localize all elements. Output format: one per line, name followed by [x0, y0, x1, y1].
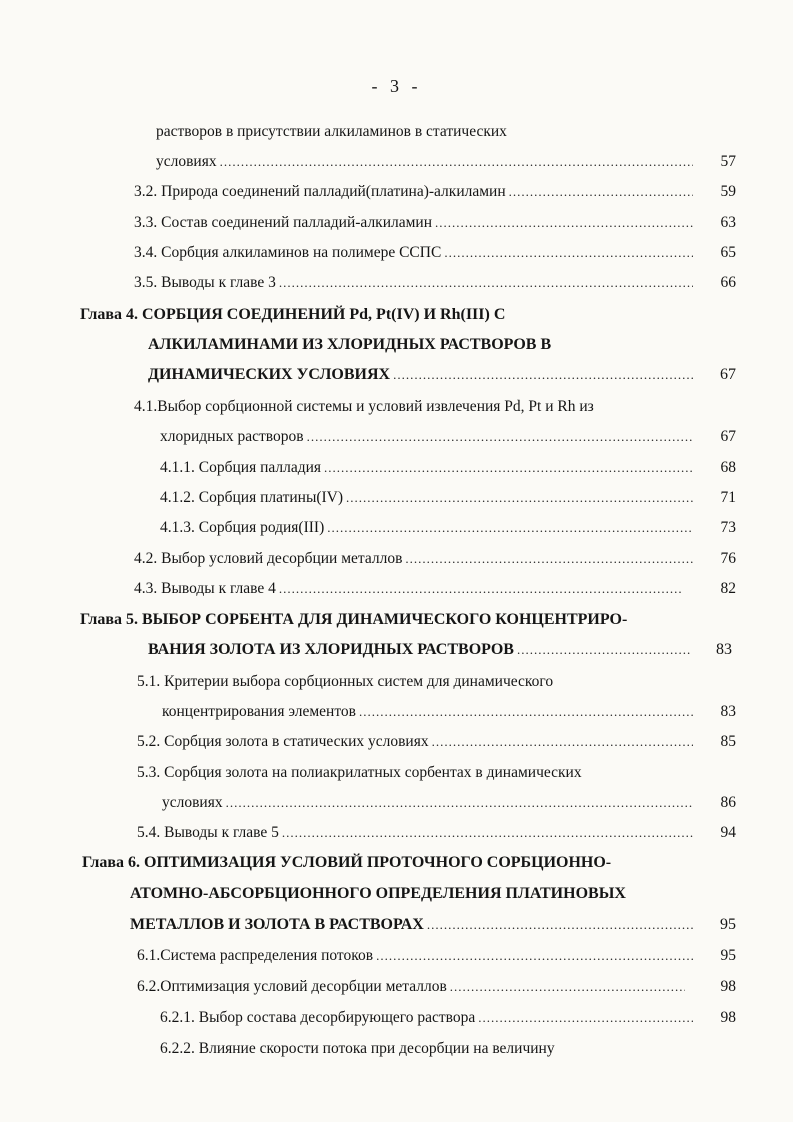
toc-line-text: 6.2.Оптимизация условий десорбции металлов: [137, 978, 447, 995]
toc-line: [160, 1008, 736, 1028]
toc-page-number: 67: [720, 428, 736, 445]
toc-line-text: 5.3. Сорбция золота на полиакрилатных сорбентах в динамических: [137, 764, 582, 781]
toc-page-number: 76: [720, 550, 736, 567]
toc-line-text: хлоридных растворов: [160, 428, 304, 445]
toc-line-text: 5.4. Выводы к главе 5: [137, 824, 279, 841]
toc-page-number: 95: [720, 947, 736, 964]
toc-line: [134, 579, 736, 599]
toc-page-number: 71: [720, 489, 736, 506]
leader-dots: [327, 518, 693, 538]
leader-dots: [432, 732, 693, 752]
chapter-heading: [80, 305, 505, 325]
toc-line: [160, 518, 736, 538]
leader-dots: [509, 182, 693, 202]
chapter-title: АТОМНО-АБСОРБЦИОННОГО ОПРЕДЕЛЕНИЯ ПЛАТИНОВЫХ: [130, 885, 626, 902]
toc-line: [162, 793, 736, 813]
leader-dots: [220, 152, 693, 172]
leader-dots: [450, 977, 685, 997]
leader-dots: [279, 579, 683, 599]
toc-page-number: 73: [720, 519, 736, 536]
toc-line-text: растворов в присутствии алкиламинов в статических: [156, 123, 507, 140]
toc-page-number: 63: [720, 214, 736, 231]
toc-line: [162, 702, 736, 722]
leader-dots: [359, 702, 693, 722]
chapter-title: МЕТАЛЛОВ И ЗОЛОТА В РАСТВОРАХ: [130, 916, 424, 933]
toc-page-number: 68: [720, 459, 736, 476]
toc-line: [134, 549, 736, 569]
leader-dots: [226, 793, 693, 813]
toc-line: [137, 732, 736, 752]
chapter-title: ВАНИЯ ЗОЛОТА ИЗ ХЛОРИДНЫХ РАСТВОРОВ: [148, 641, 514, 658]
toc-line: [156, 122, 507, 142]
toc-line: [160, 458, 736, 478]
chapter-title: АЛКИЛАМИНАМИ ИЗ ХЛОРИДНЫХ РАСТВОРОВ В: [148, 336, 552, 353]
toc-line: [134, 213, 736, 233]
chapter-heading: [148, 640, 732, 660]
toc-page-number: 85: [720, 733, 736, 750]
toc-line-text: 4.1.Выбор сорбционной системы и условий извлечения Pd, Pt и Rh из: [134, 398, 594, 415]
toc-line-text: 4.1.3. Сорбция родия(III): [160, 519, 325, 536]
toc-line: [160, 427, 736, 447]
toc-page-number: 67: [720, 366, 736, 383]
chapter-heading: [80, 610, 627, 630]
toc-line-text: 3.3. Состав соединений палладий-алкиламин: [134, 214, 433, 231]
leader-dots: [279, 273, 693, 293]
toc-line: [160, 488, 736, 508]
leader-dots: [282, 823, 693, 843]
toc-line: [137, 823, 736, 843]
chapter-heading: [130, 884, 626, 904]
toc-line-text: 3.4. Сорбция алкиламинов на полимере ССПС: [134, 244, 442, 261]
leader-dots: [346, 488, 693, 508]
toc-page-number: 66: [720, 274, 736, 291]
toc-line: [160, 1039, 555, 1059]
chapter-prefix: Глава 5.: [80, 611, 142, 628]
leader-dots: [427, 915, 693, 935]
page-number: - 3 -: [371, 76, 422, 96]
toc-line-text: условиях: [162, 794, 223, 811]
chapter-heading: [148, 365, 736, 385]
toc-line-text: 5.1. Критерии выбора сорбционных систем для динамического: [137, 673, 554, 690]
leader-dots: [393, 365, 693, 385]
toc-line: [137, 763, 582, 783]
toc-line-text: условиях: [156, 153, 217, 170]
toc-page-number: 57: [720, 153, 736, 170]
leader-dots: [478, 1008, 693, 1028]
toc-page-number: 95: [720, 916, 736, 933]
chapter-heading: [148, 335, 551, 355]
leader-dots: [435, 213, 693, 233]
chapter-heading: [82, 853, 611, 873]
toc-line: [134, 397, 594, 417]
toc-line: [134, 273, 736, 293]
toc-line-text: концентрирования элементов: [162, 703, 356, 720]
toc-line-text: 4.3. Выводы к главе 4: [134, 580, 276, 597]
toc-page-number: 82: [720, 580, 736, 597]
toc-line-text: 4.1.1. Сорбция палладия: [160, 459, 322, 476]
leader-dots: [405, 549, 693, 569]
toc-line-text: 4.1.2. Сорбция платины(IV): [160, 489, 344, 506]
chapter-prefix: Глава 6.: [82, 854, 144, 871]
toc-line-text: 3.5. Выводы к главе 3: [134, 274, 276, 291]
chapter-title: ОПТИМИЗАЦИЯ УСЛОВИЙ ПРОТОЧНОГО СОРБЦИОННО-: [144, 854, 612, 871]
toc-line: [134, 243, 736, 263]
chapter-prefix: Глава 4.: [80, 306, 142, 323]
toc-line-text: 3.2. Природа соединений палладий(платина)-алкиламин: [134, 183, 506, 200]
leader-dots: [307, 427, 693, 447]
toc-page-number: 83: [716, 641, 732, 658]
toc-page-number: 65: [720, 244, 736, 261]
toc-line: [134, 182, 736, 202]
leader-dots: [376, 946, 693, 966]
toc-page-number: 83: [720, 703, 736, 720]
toc-page-number: 98: [720, 1009, 736, 1026]
toc-page-number: 94: [720, 824, 736, 841]
toc-line-text: 5.2. Сорбция золота в статических условиях: [137, 733, 429, 750]
chapter-title: ВЫБОР СОРБЕНТА ДЛЯ ДИНАМИЧЕСКОГО КОНЦЕНТРИРО-: [142, 611, 628, 628]
chapter-title: ДИНАМИЧЕСКИХ УСЛОВИЯХ: [148, 366, 391, 383]
toc-line: [137, 946, 736, 966]
chapter-title: СОРБЦИЯ СОЕДИНЕНИЙ Pd, Pt(IV) И Rh(III) C: [142, 306, 506, 323]
leader-dots: [324, 458, 693, 478]
toc-line-text: 6.2.2. Влияние скорости потока при десорбции на величину: [160, 1040, 555, 1057]
leader-dots: [517, 640, 691, 660]
toc-line: [137, 977, 736, 997]
leader-dots: [444, 243, 693, 263]
chapter-heading: [130, 915, 736, 935]
toc-page-number: 59: [720, 183, 736, 200]
toc-line: [137, 672, 553, 692]
toc-line-text: 6.2.1. Выбор состава десорбирующего раствора: [160, 1009, 476, 1026]
toc-page-number: 86: [720, 794, 736, 811]
toc-line: [156, 152, 736, 172]
toc-line-text: 4.2. Выбор условий десорбции металлов: [134, 550, 403, 567]
toc-line-text: 6.1.Система распределения потоков: [137, 947, 374, 964]
toc-page-number: 98: [720, 978, 736, 995]
